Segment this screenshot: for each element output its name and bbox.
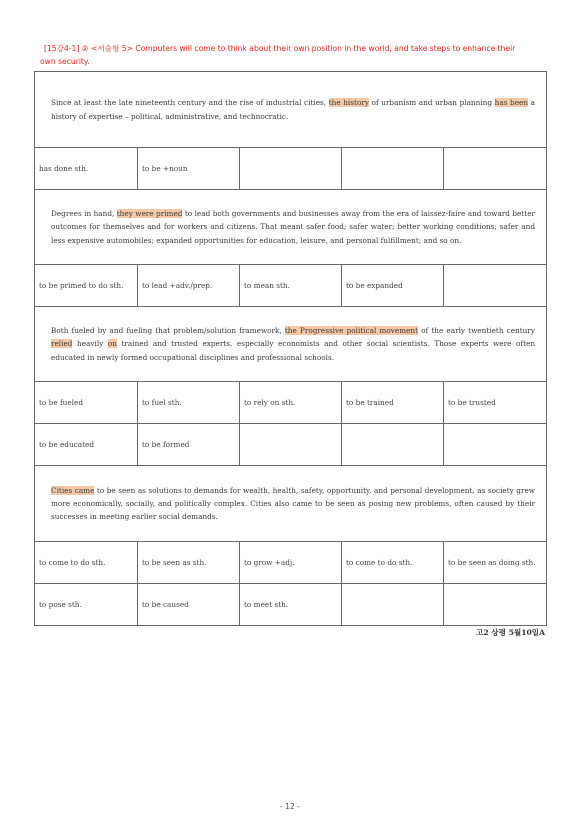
passage-segment: of urbanism and urban planning (368, 98, 495, 108)
highlighted-phrase: the history (328, 98, 369, 108)
expression-cell (444, 584, 547, 626)
passage-row (35, 307, 547, 382)
passage-row (35, 72, 547, 148)
header-line-1: [15강4-1] ② <서술형 5> Computers will come to think about their own position in the world, and take steps to enhance their (44, 44, 516, 53)
source-label: 고2 상평 5월10일A (476, 628, 545, 637)
expression-cell: to mean sth. (240, 265, 342, 307)
expression-cell: to be caused (138, 584, 240, 626)
expression-cell: to meet sth. (240, 584, 342, 626)
expression-row (35, 542, 547, 584)
page-number: - 12 - (280, 802, 300, 811)
worksheet-table (34, 71, 547, 626)
highlighted-phrase: on (107, 339, 117, 349)
highlighted-phrase: relied (51, 339, 73, 349)
expression-cell: to come to do sth. (35, 542, 138, 584)
passage-text (35, 466, 547, 542)
expression-cell: to be fueled (35, 382, 138, 424)
expression-cell: to be primed to do sth. (35, 265, 138, 307)
expression-row (35, 148, 547, 190)
expression-cell: to be trained (342, 382, 444, 424)
expression-cell (444, 265, 547, 307)
passage-row (35, 466, 547, 542)
expression-cell: to be +noun (138, 148, 240, 190)
passage-segment: of the early twentieth century (418, 326, 535, 336)
expression-cell (342, 148, 444, 190)
passage-row (35, 190, 547, 265)
expression-cell: to be seen as sth. (138, 542, 240, 584)
highlighted-phrase: Cities came (51, 485, 95, 495)
expression-cell: to be expanded (342, 265, 444, 307)
expression-cell (444, 424, 547, 466)
expression-cell: to be educated (35, 424, 138, 466)
passage-segment: to lead both governments and businesses away from the era of laissez-faire and toward better outcomes for themselves and for workers and citizens. That meant safer food; safer water; better working conditions; safer and less expensive automobiles; expanded opportunities for education, leisure, and personal fulfillment; and so on. (51, 209, 536, 245)
expression-cell (444, 148, 547, 190)
passage-segment: heavily (72, 339, 108, 349)
passage-text (35, 190, 547, 265)
passage-segment: a history of expertise – political, administrative, and technocratic. (51, 98, 536, 121)
expression-cell: to pose sth. (35, 584, 138, 626)
expression-cell: to be formed (138, 424, 240, 466)
expression-cell: to rely on sth. (240, 382, 342, 424)
passage-segment: Since at least the late nineteenth century and the rise of industrial cities, (51, 98, 329, 108)
passage-text (35, 307, 547, 382)
passage-segment: Both fueled by and fueling that problem/solution framework, (51, 326, 285, 336)
highlighted-phrase: they were primed (116, 209, 183, 219)
expression-cell: to be seen as doing sth. (444, 542, 547, 584)
expression-row (35, 382, 547, 424)
expression-cell (342, 584, 444, 626)
expression-cell: to fuel sth. (138, 382, 240, 424)
expression-cell: to come to do sth. (342, 542, 444, 584)
expression-cell (342, 424, 444, 466)
passage-segment: to be seen as solutions to demands for wealth, health, safety, opportunity, and personal development, as society grew more economically, socially, and politically complex. Cities also came to be seen as posing new problems, often caused by their successes in meeting earlier social demands. (51, 485, 536, 522)
expression-cell (240, 424, 342, 466)
passage-segment: Degrees in hand, (51, 209, 117, 219)
passage-text (35, 72, 547, 148)
expression-cell: has done sth. (35, 148, 138, 190)
highlighted-phrase: has been (494, 98, 529, 108)
expression-row (35, 424, 547, 466)
expression-cell: to lead +adv./prep. (138, 265, 240, 307)
expression-cell: to be trusted (444, 382, 547, 424)
header-line-2: own security. (40, 57, 90, 66)
passage-segment: trained and trusted experts, especially economists and other social scientists. Those experts were often educated in newly formed occupational disciplines and professional schools. (51, 339, 536, 362)
header-note (40, 42, 544, 68)
expression-row (35, 584, 547, 626)
highlighted-phrase: the Progressive political movement (284, 326, 419, 336)
expression-cell (240, 148, 342, 190)
expression-cell: to grow +adj. (240, 542, 342, 584)
expression-row (35, 265, 547, 307)
